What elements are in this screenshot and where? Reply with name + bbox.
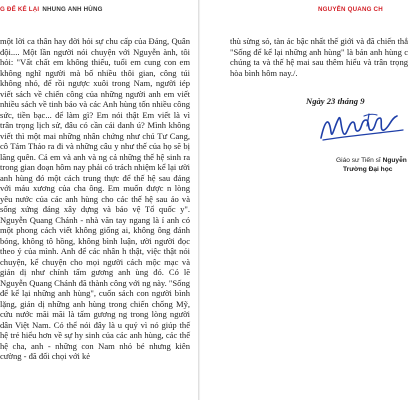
signature-date: Ngày 23 tháng 9 [306,96,365,106]
running-head-book-subtitle: NHUNG ANH HÙNG [42,6,103,13]
running-head-author: NGUYỄN QUANG CH [318,6,383,13]
signer-title: Giáo sư Tiến sĩ [336,157,381,164]
left-page [0,0,198,400]
handwritten-signature [317,110,407,146]
signature-svg [317,110,407,146]
signer-name: Nguyễn [382,157,407,164]
right-page [202,0,408,400]
left-page-body [0,36,190,362]
signer-line [336,157,407,164]
right-page-body [230,36,408,78]
running-head-book-title: G ĐỂ KẺ LẠI [0,6,40,13]
signer-institution: Trường Đại học [343,166,393,173]
body-paragraph: một lời ca thân hay đời hỏi sự chu cấp của Đảng, Quân đội.... Một lần người nói chuyện với Nguyễn ành, tôi hỏi: "Vất chất em không thiếu, tuổi em cung con em không nghĩ người mà bố nhiều thôi gian, công túi không nhỏ, để rồi ngược xuôi trong Nam, người iép viết sách về chiến công của những người anh em viết nhiều sách về tinh bảo và các Anh hùng tốn nhiều công sức, tiền bạc... để làm gì? Em nói thật Em viết là vì trân trọng lịch sử, đâu có cần cái danh ú? Mình không viết thì một mai những nhân chứng như chú Tư Cang, cô Tám Thảo ra đi và những câu y như thế của họ sẽ bị lãng quên. Cả em và anh và ng cả những thế hệ sinh ra trong gian đoạn hôm nay phải có trách nhiệm kể lại ười anh hùng đó một cách trung thực để thế hệ sau đáng với máu xương của cha ông. Em muốn được n lòng yêu nước của các anh hùng cho các thế hệ sau ảo và sống xứng đáng xây dựng và bảo vệ Tổ quốc y". Nguyễn Quang Chánh - nhà văn tay ngang là ỉ anh có một phong cách viết không giống ai, không ông đánh bóng, không tô hồng, không bình luận, ười người đọc theo ý của mình. Anh để các nhân h thật, việc thật nói chuyện, kể chuyện cho mọi người cách mộc mạc và giản dị như chính tấm gương anh ùng đó. Có lẽ Nguyễn Quang Chánh đã thành công với ng này. "Sống để kể lại những anh hùng", cuốn sách con người bình lặng, giản dị những anh hùng trong chiến chống Mỹ, cứu nước mãi mãi là tấm gương ng trong lòng người dân Việt Nam. Có thể nói đây là u quý vì nó giúp thế hệ trẻ hiểu hơn về sự hy sinh của các anh hùng, các thế hệ cha, anh - những con Nam nhỏ bé nhưng kiên cường - đã đối chọi với kẻ [0,36,190,361]
running-head-left [0,6,103,13]
body-paragraph: thù sừng sỏ, tàn ác bậc nhất thế giới và đã chiến thắ "Sống để kể lại những anh hùng" là bản anh hùng c chúng ta và thế hệ mai sau thêm hiểu và trân trọng hòa bình hôm nay./. [230,36,408,78]
